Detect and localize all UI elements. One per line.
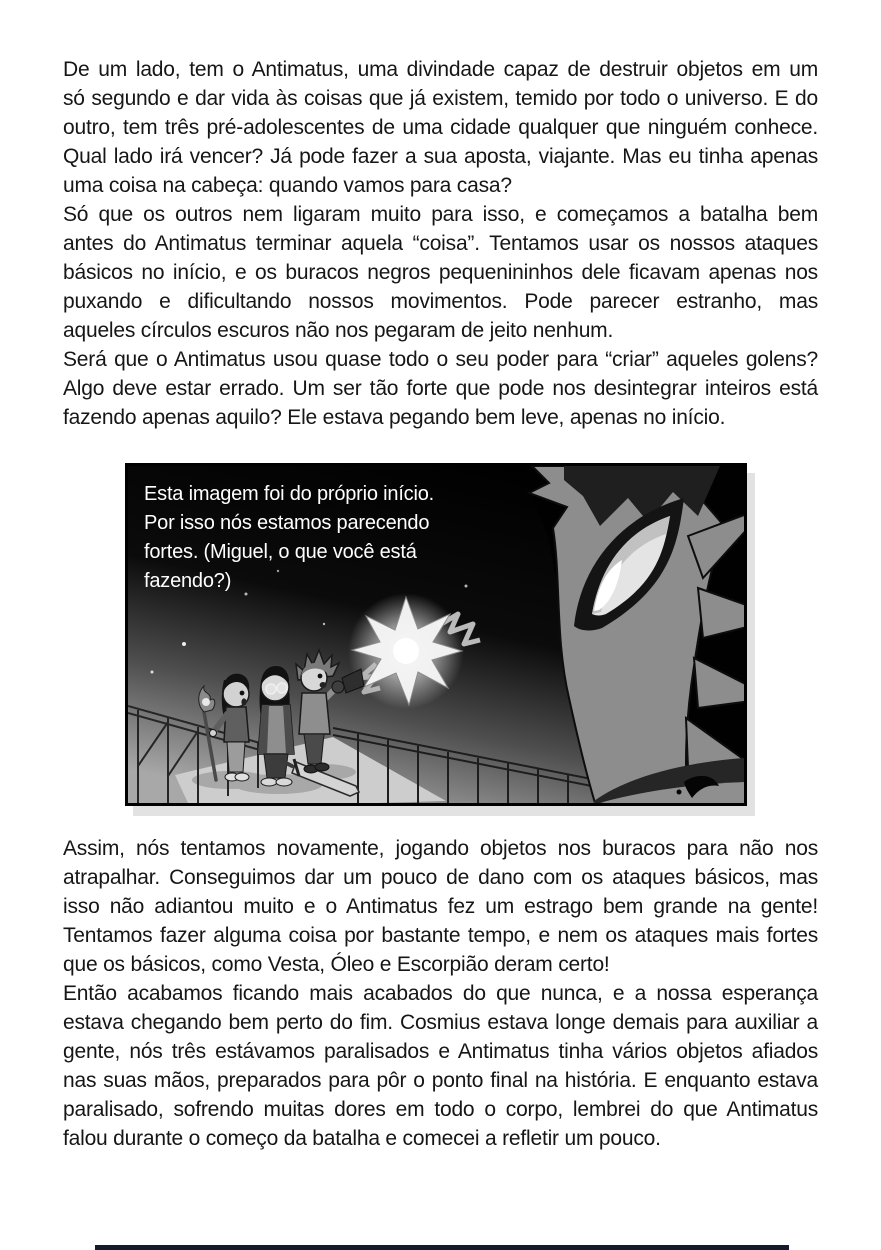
body-text-line: outro, tem três pré-adolescentes de uma cidade qualquer que ninguém conhece. xyxy=(63,116,818,139)
body-text-line: isso não adiantou muito e o Antimatus fez um estrago bem grande na gente! xyxy=(63,895,818,918)
body-text-line: que os básicos, como Vesta, Óleo e Escorpião deram certo! xyxy=(63,953,610,976)
body-text-line: atrapalhar. Conseguimos dar um pouco de dano com os ataques básicos, mas xyxy=(63,866,818,889)
body-text-line: básicos no início, e os buracos negros pequenininhos dele ficavam apenas nos xyxy=(63,261,818,284)
body-text-line: paralisado, sofrendo muitas dores em todo o corpo, lembrei do que Antimatus xyxy=(63,1098,818,1121)
body-text-line: falou durante o começo da batalha e comecei a refletir um pouco. xyxy=(63,1127,661,1150)
next-page-image-edge xyxy=(95,1245,789,1250)
caption-line: Por isso nós estamos parecendo xyxy=(144,512,430,534)
body-text-line: Qual lado irá vencer? Já pode fazer a sua aposta, viajante. Mas eu tinha apenas xyxy=(63,145,818,168)
story-text-lower xyxy=(63,834,818,1153)
body-text-line: uma coisa na cabeça: quando vamos para casa? xyxy=(63,174,512,197)
body-text-line: antes do Antimatus terminar aquela “coisa”. Tentamos usar os nossos ataques xyxy=(63,232,818,255)
body-text-line: fazendo apenas aquilo? Ele estava pegando bem leve, apenas no início. xyxy=(63,406,726,429)
body-text-line: nas suas mãos, preparados para pôr o ponto final na história. E enquanto estava xyxy=(63,1069,818,1092)
body-text-line: só segundo e dar vida às coisas que já existem, temido por todo o universo. E do xyxy=(63,87,818,110)
body-text-line: gente, nós três estávamos paralisados e Antimatus tinha vários objetos afiados xyxy=(63,1040,818,1063)
body-text-line: estava chegando bem perto do fim. Cosmius estava longe demais para auxiliar a xyxy=(63,1011,818,1034)
body-text-line: Algo deve estar errado. Um ser tão forte que pode nos desintegrar inteiros está xyxy=(63,377,818,400)
body-text-line: De um lado, tem o Antimatus, uma divindade capaz de destruir objetos em um xyxy=(63,58,818,81)
story-text-upper xyxy=(63,55,818,432)
caption-line: Esta imagem foi do próprio início. xyxy=(144,483,435,505)
body-text-line: puxando e dificultando nossos movimentos. Pode parecer estranho, mas xyxy=(63,290,818,313)
body-text-line: Assim, nós tentamos novamente, jogando objetos nos buracos para não nos xyxy=(63,837,818,860)
caption-line: fazendo?) xyxy=(144,570,232,592)
body-text-line: Só que os outros nem ligaram muito para isso, e começamos a batalha bem xyxy=(63,203,818,226)
comic-panel-illustration xyxy=(125,463,747,806)
caption-line: fortes. (Miguel, o que você está xyxy=(144,541,417,563)
body-text-line: Então acabamos ficando mais acabados do que nunca, e a nossa esperança xyxy=(63,982,818,1005)
body-text-line: Será que o Antimatus usou quase todo o seu poder para “criar” aqueles golens? xyxy=(63,348,818,371)
body-text-line: aqueles círculos escuros não nos pegaram de jeito nenhum. xyxy=(63,319,614,342)
body-text-line: Tentamos fazer alguma coisa por bastante tempo, e nem os ataques mais fortes xyxy=(63,924,818,947)
panel-caption xyxy=(144,480,484,596)
